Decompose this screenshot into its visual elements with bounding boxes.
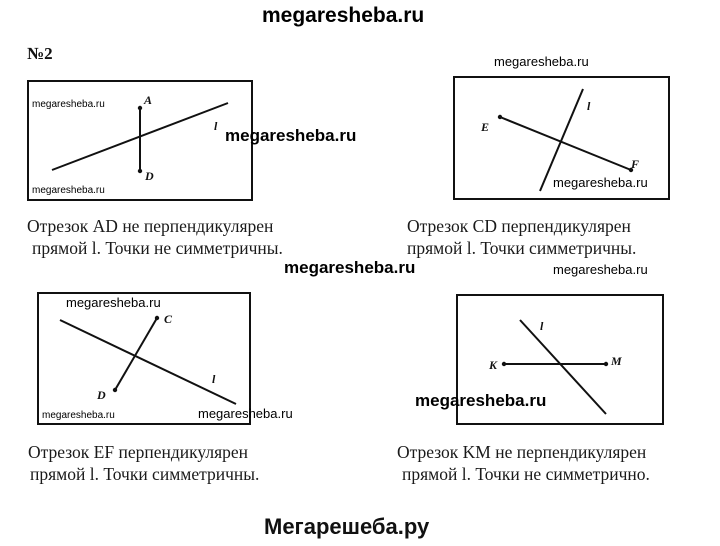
overlay-watermark-1[interactable]: megaresheba.ru [225,126,357,145]
figure-1-label-l: l [214,119,218,133]
task-number: №2 [27,44,53,63]
figure-1-caption-line2: прямой l. Точки не симметричны. [32,238,283,258]
figure-2-caption-line1: Отрезок CD перпендикулярен [407,216,631,236]
figure-3-watermark-top[interactable]: megaresheba.ru [66,295,161,310]
figure-3-caption-line1: Отрезок EF перпендикулярен [28,442,249,462]
header-site[interactable]: megaresheba.ru [262,4,425,27]
figure-1-caption-line1: Отрезок AD не перпендикулярен [27,216,274,236]
figure-3-label-c: C [164,312,173,326]
figure-2-caption-line2: прямой l. Точки симметричны. [407,238,637,258]
figure-4-point-m [604,362,608,366]
figure-2-label-e: E [481,120,490,134]
figure-1-label-a: A [144,93,153,107]
figure-4-caption-line2: прямой l. Точки не симметрично. [402,464,650,484]
figure-3-label-d: D [97,388,106,402]
figure-1-label-d: D [145,169,154,183]
figure-4-point-k [502,362,506,366]
overlay-watermark-3[interactable]: megaresheba.ru [553,262,648,277]
figure-4-caption-line1: Отрезок KM не перпендикулярен [397,442,647,462]
figure-2-watermark-bottom[interactable]: megaresheba.ru [553,175,648,190]
overlay-watermark-4[interactable]: megaresheba.ru [415,391,547,410]
figure-3-label-l: l [212,372,216,386]
overlay-watermark-2[interactable]: megaresheba.ru [284,258,416,277]
figure-4-label-l: l [540,319,544,333]
figure-2-watermark-top[interactable]: megaresheba.ru [494,54,589,69]
figure-1-watermark-bottom[interactable]: megaresheba.ru [32,185,105,196]
footer-site[interactable]: Мегарешеба.ру [264,514,430,539]
figure-3-watermark-bottom-right[interactable]: megaresheba.ru [198,406,293,421]
figure-4-label-m: M [611,354,622,368]
figure-3-caption-line2: прямой l. Точки симметричны. [30,464,260,484]
figure-1-watermark-top[interactable]: megaresheba.ru [32,99,105,110]
figure-4-label-k: K [489,358,498,372]
figure-2-label-l: l [587,99,591,113]
figure-3-watermark-bottom-left[interactable]: megaresheba.ru [42,410,115,421]
figure-2-label-f: F [631,157,640,171]
